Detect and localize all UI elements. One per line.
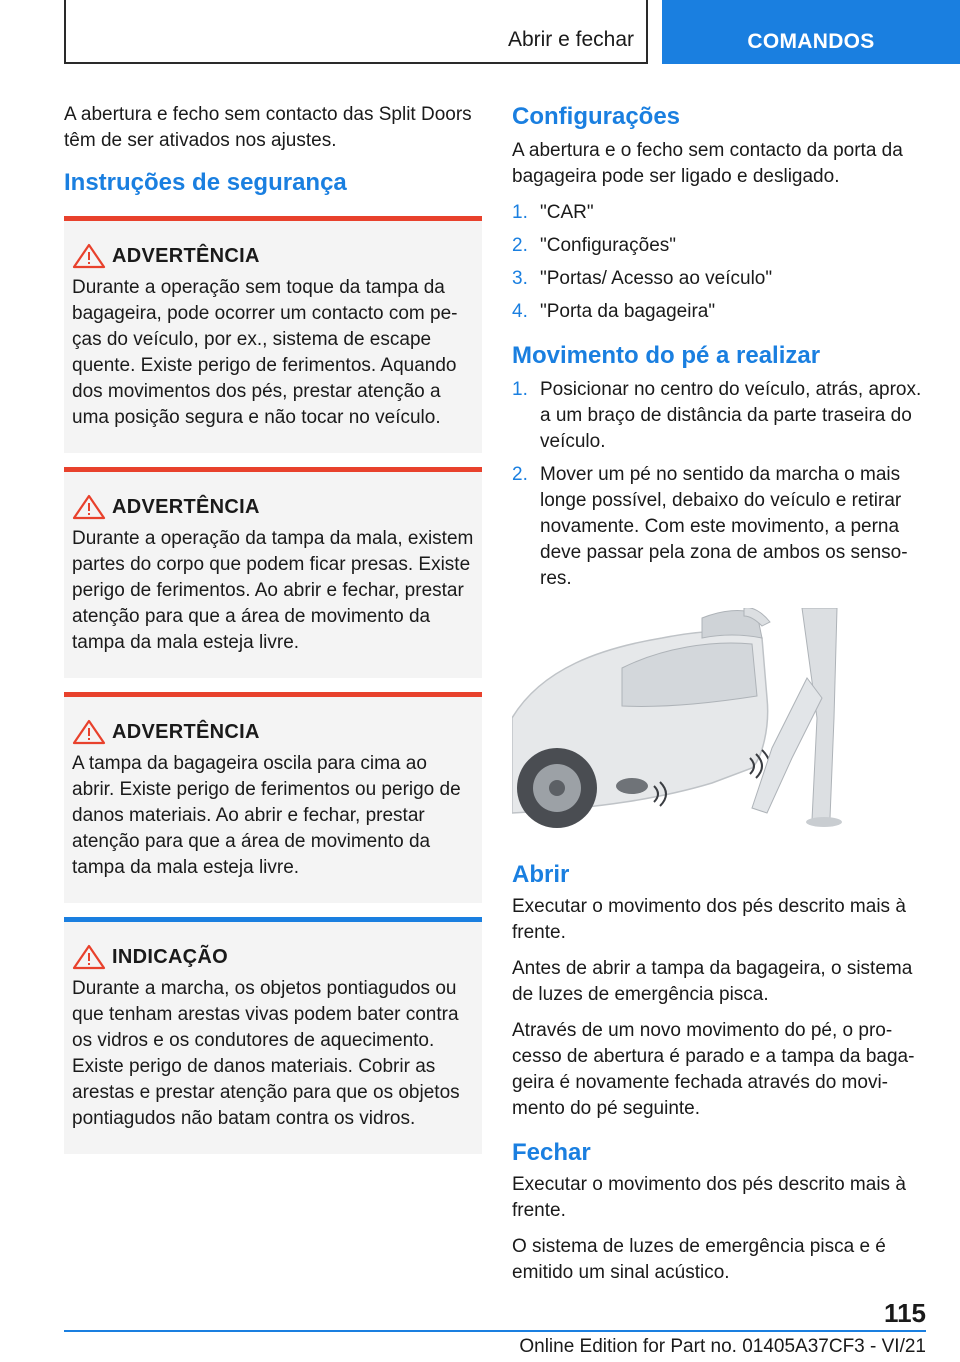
header-chapter-tab: COMANDOS: [662, 0, 960, 64]
footer-rule: [64, 1330, 926, 1332]
warning-text: Durante a operação da tampa da mala, existem partes do corpo que podem ficar presas. Existe perigo de ferimentos. Ao abrir e fechar, prestar atenção para que a área de movimento da tampa da mala esteja livre.: [72, 528, 474, 653]
warning-triangle-icon: [72, 494, 106, 520]
warning-triangle-icon: [72, 243, 106, 269]
page-number: 115: [884, 1298, 926, 1328]
movement-steps-list: [512, 377, 922, 592]
open-heading: Abrir: [512, 861, 570, 888]
config-paragraph: A abertura e o fecho sem contacto da porta da bagageira pode ser ligado e desligado.: [512, 140, 903, 187]
movement-heading: Movimento do pé a realizar: [512, 342, 821, 369]
config-heading: Configurações: [512, 103, 681, 130]
list-item: 4. "Porta da bagageira": [512, 301, 716, 322]
warning-triangle-icon: [72, 719, 106, 745]
open-paragraph: Antes de abrir a tampa da bagageira, o sistema de luzes de emergência pisca.: [512, 958, 913, 1005]
open-paragraph: Executar o movimento dos pés descrito mais à frente.: [512, 896, 906, 943]
warning-title: ADVERTÊNCIA: [112, 720, 260, 743]
warning-box-2: [64, 467, 482, 678]
left-column: [64, 102, 482, 1154]
warning-title: ADVERTÊNCIA: [112, 495, 260, 518]
open-paragraph: Através de um novo movimento do pé, o pro-cesso de abertura é parado e a tampa da baga-geira é novamente fechada através do movi-mento do pé seguinte.: [512, 1020, 915, 1119]
list-item: 2. Mover um pé no sentido da marcha o mais longe possível, debaixo do veículo e retirar novamente. Com este movimento, a perna deve passar pela zona de ambos os senso-res.: [512, 464, 908, 589]
list-item: 2. "Configurações": [512, 235, 677, 256]
close-heading: Fechar: [512, 1139, 591, 1166]
config-steps-list: [512, 200, 922, 325]
warning-title: ADVERTÊNCIA: [112, 244, 260, 267]
footer-edition: Online Edition for Part no. 01405A37CF3 - VI/21: [519, 1336, 926, 1357]
note-box: [64, 917, 482, 1154]
intro-paragraph: A abertura e fecho sem contacto das Split Doors têm de ser ativados nos ajustes.: [64, 104, 472, 151]
header-section-title: Abrir e fechar: [507, 28, 634, 51]
note-text: Durante a marcha, os objetos pontiagudos ou que tenham arestas vivas podem bater contra os vidros e os condutores de aquecimento. Existe perigo de danos materiais. Cobrir as arestas e prestar atenção para que os objetos pontiagudos não batam contra os vidros.: [72, 978, 460, 1129]
list-item: 1. "CAR": [512, 202, 594, 223]
warning-text: Durante a operação sem toque da tampa da bagageira, pode ocorrer um contacto com pe-ças do veículo, por ex., sistema de escape quente. Existe perigo de ferimentos. Aquando dos movimentos dos pés, prestar atenção a uma posição segura e não tocar no veículo.: [72, 277, 458, 428]
right-column: [512, 102, 922, 1296]
close-paragraph: Executar o movimento dos pés descrito mais à frente.: [512, 1174, 906, 1221]
warning-text: A tampa da bagageira oscila para cima ao abrir. Existe perigo de ferimentos ou perigo de danos materiais. Ao abrir e fechar, prestar atenção para que a área de movimento da tampa da mala esteja livre.: [72, 753, 461, 878]
warning-box-3: [64, 692, 482, 903]
warning-triangle-icon: [72, 944, 106, 970]
warning-box-1: [64, 216, 482, 453]
safety-heading: Instruções de segurança: [64, 169, 347, 196]
close-paragraph: O sistema de luzes de emergência pisca e é emitido um sinal acústico.: [512, 1236, 886, 1283]
list-item: 1. Posicionar no centro do veículo, atrás, aprox. a um braço de distância da parte traseira do veículo.: [512, 379, 922, 452]
foot-sensor-illustration: [512, 608, 850, 830]
list-item: 3. "Portas/ Acesso ao veículo": [512, 268, 773, 289]
note-title: INDICAÇÃO: [112, 945, 229, 968]
